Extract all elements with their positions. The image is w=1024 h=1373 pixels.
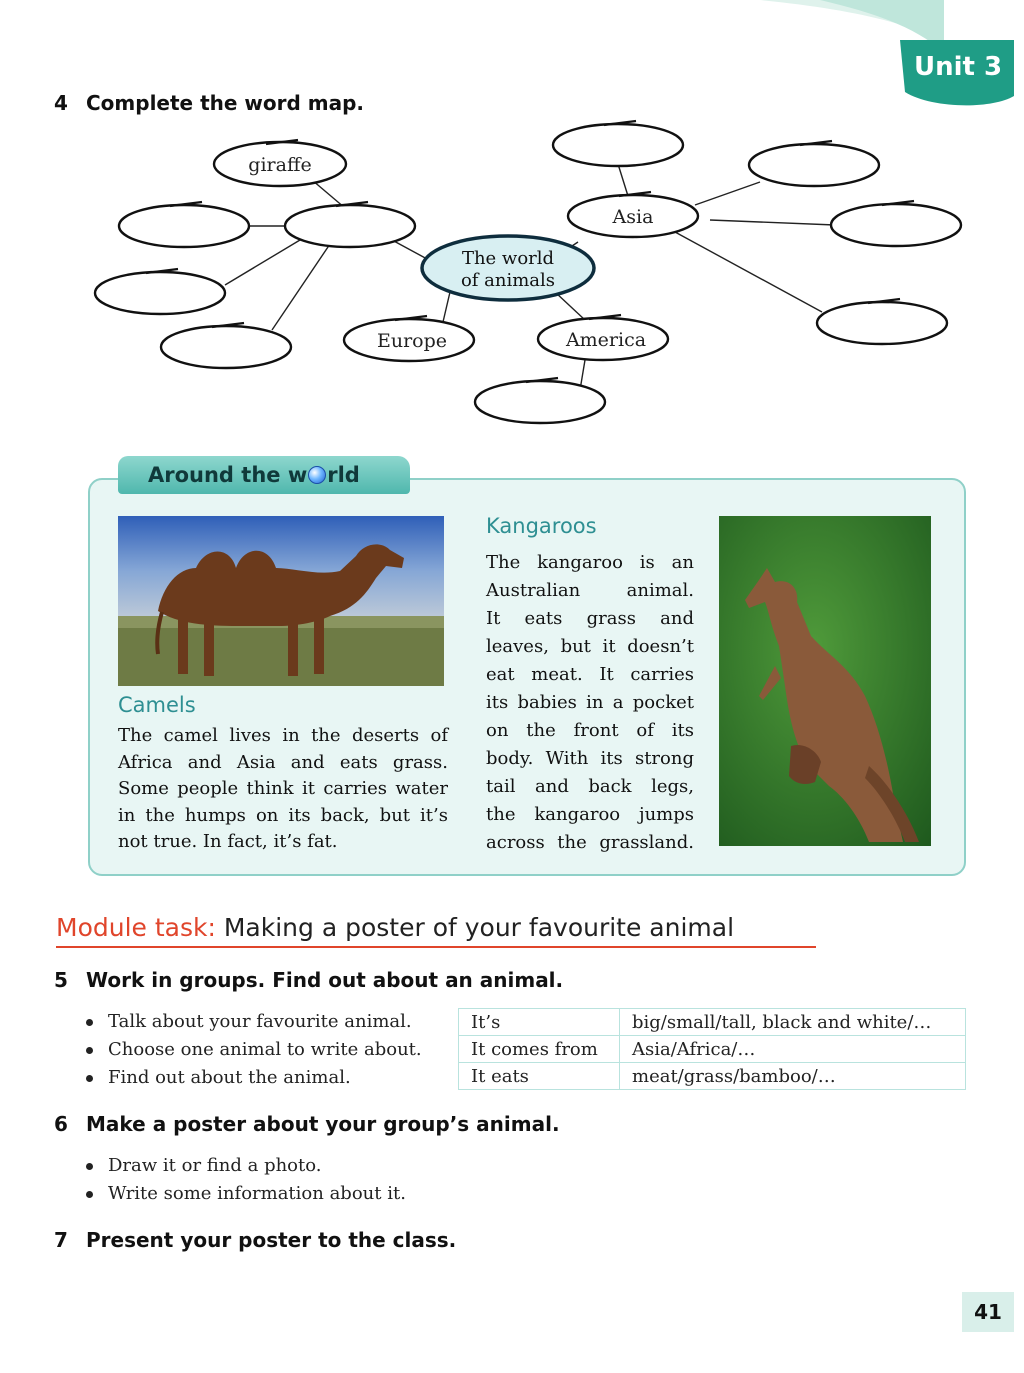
kangaroo-illustration — [719, 516, 931, 846]
globe-icon — [308, 466, 326, 484]
bubble-blank[interactable] — [831, 204, 961, 246]
exercise-number: 7 — [54, 1228, 68, 1252]
bubble-blank[interactable] — [749, 144, 879, 186]
kangaroos-text — [486, 549, 694, 857]
camels-title: Camels — [118, 693, 196, 717]
bubble-blank[interactable] — [475, 381, 605, 423]
bubble-blank[interactable] — [95, 272, 225, 314]
kangaroos-line: Australian animal. — [486, 580, 694, 601]
tab-title-end: rld — [327, 463, 360, 487]
table-cell: big/small/tall, black and white/… — [620, 1009, 966, 1036]
exercise-instruction: Present your poster to the class. — [86, 1228, 457, 1252]
list-item: Talk about your favourite animal. — [84, 1008, 422, 1036]
module-task-label: Module task: — [56, 913, 216, 942]
bubble-blank[interactable] — [553, 124, 683, 166]
useful-phrases-table — [458, 1008, 966, 1090]
table-row — [459, 1036, 966, 1063]
exercise-number: 4 — [54, 91, 68, 115]
exercise-6-heading — [54, 1112, 560, 1136]
list-item: Find out about the animal. — [84, 1064, 422, 1092]
kangaroo-photo — [719, 516, 931, 846]
exercise-7-heading — [54, 1228, 456, 1252]
unit-label: Unit 3 — [914, 52, 1003, 82]
list-item: Draw it or find a photo. — [84, 1152, 406, 1180]
label-europe: Europe — [376, 330, 448, 352]
camel-photo — [118, 516, 444, 686]
kangaroos-line: tail and back legs, — [486, 776, 694, 797]
bubble-blank[interactable] — [817, 302, 947, 344]
label-asia: Asia — [612, 206, 654, 228]
table-row — [459, 1009, 966, 1036]
kangaroos-line: It eats grass and — [486, 608, 694, 629]
module-task-underline — [56, 946, 816, 948]
table-cell: Asia/Africa/… — [620, 1036, 966, 1063]
list-item: Write some information about it. — [84, 1180, 406, 1208]
center-label-line1: The world — [461, 248, 555, 269]
bubble-blank[interactable] — [119, 205, 249, 247]
module-task-title: Making a poster of your favourite animal — [223, 913, 735, 942]
kangaroos-line: body. With its strong — [486, 748, 694, 769]
center-label-line2: of animals — [460, 270, 556, 291]
table-cell: It eats — [459, 1063, 620, 1090]
kangaroos-line: eat meat. It carries — [486, 664, 694, 685]
camel-illustration — [118, 516, 444, 686]
bubble-blank[interactable] — [161, 326, 291, 368]
kangaroos-line: its babies in a pocket — [486, 692, 694, 713]
page-number: 41 — [962, 1292, 1014, 1332]
table-row — [459, 1063, 966, 1090]
table-cell: meat/grass/bamboo/… — [620, 1063, 966, 1090]
word-map — [0, 110, 1024, 430]
kangaroos-line: The kangaroo is an — [486, 552, 694, 573]
exercise-6-bullets — [84, 1152, 406, 1208]
tab-title-start: Around the w — [148, 463, 308, 487]
label-america: America — [565, 329, 647, 351]
exercise-5-heading — [54, 968, 563, 992]
label-giraffe: giraffe — [248, 154, 312, 176]
table-cell: It comes from — [459, 1036, 620, 1063]
exercise-5-bullets — [84, 1008, 422, 1092]
around-the-world-tab — [118, 456, 410, 494]
list-item: Choose one animal to write about. — [84, 1036, 422, 1064]
kangaroos-line: across the grassland. — [486, 832, 694, 853]
module-task-heading — [56, 913, 734, 942]
exercise-instruction: Work in groups. Find out about an animal. — [86, 968, 564, 992]
exercise-number: 5 — [54, 968, 68, 992]
kangaroos-line: leaves, but it doesn’t — [486, 636, 694, 657]
kangaroos-line: the kangaroo jumps — [486, 804, 694, 825]
kangaroos-line: on the front of its — [486, 720, 694, 741]
exercise-instruction: Complete the word map. — [86, 91, 365, 115]
exercise-number: 6 — [54, 1112, 68, 1136]
camels-text: The camel lives in the deserts of Africa and Asia and eats grass. Some people think it carries water in the humps on its back, but it’s not true. In fact, it’s fat. — [118, 725, 448, 852]
kangaroos-title: Kangaroos — [486, 514, 597, 538]
bubble-blank[interactable] — [285, 205, 415, 247]
table-cell: It’s — [459, 1009, 620, 1036]
exercise-instruction: Make a poster about your group’s animal. — [86, 1112, 560, 1136]
